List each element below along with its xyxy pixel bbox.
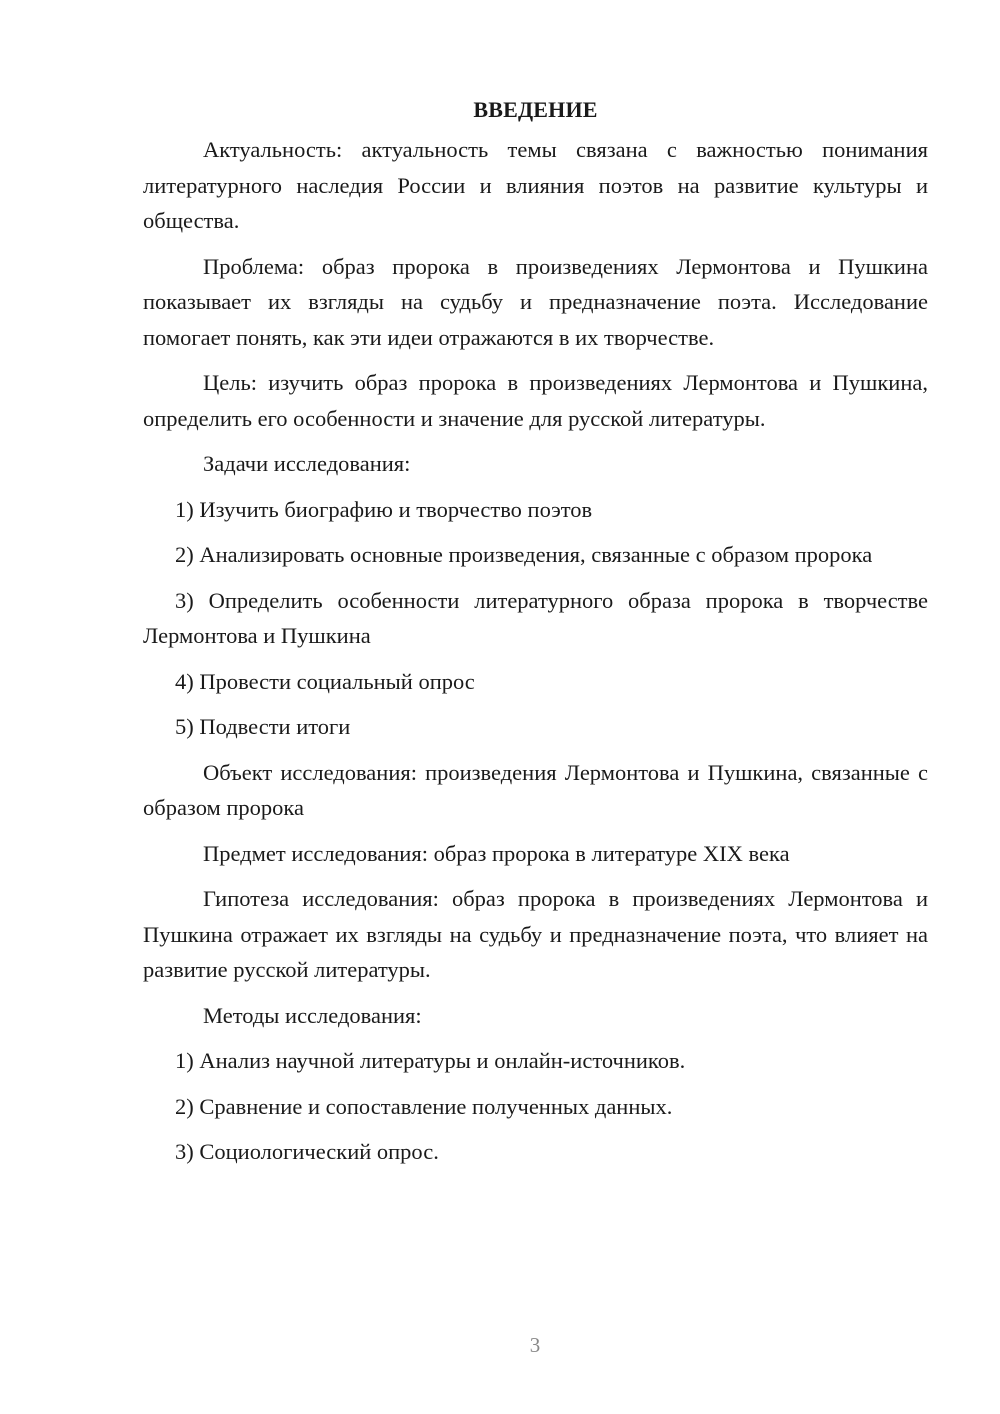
method-item-2: 2) Сравнение и сопоставление полученных данных. bbox=[175, 1093, 673, 1119]
subject-paragraph: Предмет исследования: образ пророка в литературе XIX века bbox=[203, 840, 790, 866]
goal-paragraph: Цель: изучить образ пророка в произведениях Лермонтова и Пушкина, определить его особенности и значение для русской литературы. bbox=[143, 370, 928, 431]
task-item-5: 5) Подвести итоги bbox=[175, 714, 351, 739]
task-item-1: 1) Изучить биографию и творчество поэтов bbox=[175, 496, 593, 522]
task-item-4: 4) Провести социальный опрос bbox=[175, 668, 475, 694]
task-item-2: 2) Анализировать основные произведения, связанные с образом пророка bbox=[175, 542, 873, 567]
method-item-1: 1) Анализ научной литературы и онлайн-источников. bbox=[175, 1048, 686, 1073]
relevance-paragraph: Актуальность: актуальность темы связана с важностью понимания литературного наследия России и влияния поэтов на развитие культуры и общества. bbox=[143, 137, 928, 233]
hypothesis-paragraph: Гипотеза исследования: образ пророка в произведениях Лермонтова и Пушкина отражает их взгляды на судьбу и предназначение поэта, что влияет на развитие русской литературы. bbox=[143, 886, 928, 982]
task-item-3: 3) Определить особенности литературного образа пророка в творчестве Лермонтова и Пушкина bbox=[143, 587, 928, 648]
page-content bbox=[143, 92, 928, 1180]
methods-title: Методы исследования: bbox=[203, 1002, 422, 1028]
page-number: 3 bbox=[529, 1333, 541, 1357]
method-item-3: 3) Социологический опрос. bbox=[175, 1139, 439, 1164]
problem-paragraph: Проблема: образ пророка в произведениях Лермонтова и Пушкина показывает их взгляды на судьбу и предназначение поэта. Исследование помогает понять, как эти идеи отражаются в их творчестве. bbox=[143, 253, 928, 350]
tasks-title: Задачи исследования: bbox=[203, 451, 411, 476]
section-heading: ВВЕДЕНИЕ bbox=[473, 97, 598, 122]
object-paragraph: Объект исследования: произведения Лермонтова и Пушкина, связанные с образом пророка bbox=[143, 759, 928, 820]
